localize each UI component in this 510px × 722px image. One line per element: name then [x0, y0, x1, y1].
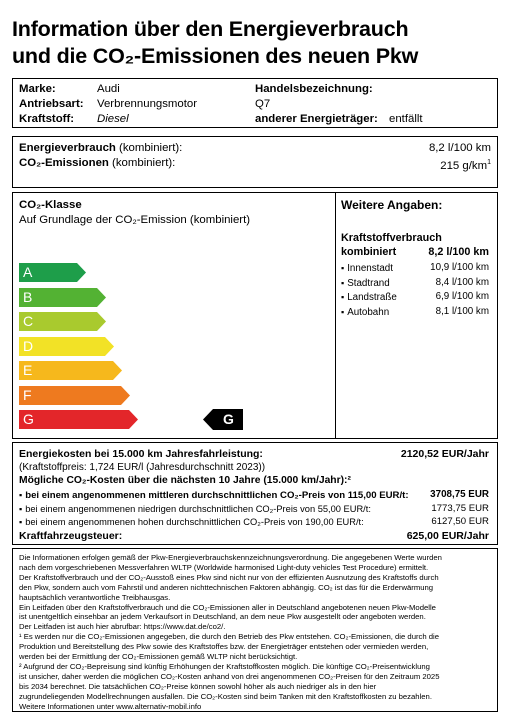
footnote-line: Der Kraftstoffverbrauch und der CO₂-Ausstoß eines Pkw sind nicht nur von der effizienten Ausnutzung des Kraftstoffs durch — [19, 572, 439, 582]
steuer-label: Kraftfahrzeugsteuer: — [19, 530, 123, 542]
co2-cost-label: ▪ bei einem angenommenen mittleren durchschnittlichen CO₂-Preis von 115,00 EUR/t: — [19, 488, 409, 503]
co2-class-letter: G — [23, 411, 34, 427]
co2-value: 215 g/km — [440, 159, 488, 172]
co2-class-letter: E — [23, 362, 33, 378]
kraftstoff-heading: Kraftstoffverbrauch — [341, 232, 442, 244]
footnote-line: bis 2034 berechnet. Die tatsächlichen CO₂-Preise können sowohl höher als auch niedriger als in den hier — [19, 681, 377, 691]
co2-class-subtitle: Auf Grundlage der CO₂-Emission (kombiniert) — [19, 214, 251, 226]
kraftstoff-value: Diesel — [97, 113, 129, 125]
kraftstoffpreis: (Kraftstoffpreis: 1,724 EUR/l (Jahresdurchschnitt 2023)) — [19, 462, 266, 473]
current-class-letter: G — [223, 411, 234, 427]
consumption-detail-label: ▪ Stadtrand — [341, 276, 390, 291]
footnote-line: ² Aufgrund der CO₂-Bepreisung sind künftig Erhöhungen der Kraftstoffkosten möglich. Die künftige CO₂-Preisentwicklung — [19, 661, 430, 671]
footnote-line: ist unsicher, daher werden die möglichen CO₂-Kosten anhand von drei angenommenen CO₂-Preisen für den Zeitraum 2025 — [19, 671, 440, 681]
anderer-value: entfällt — [389, 113, 423, 125]
marke-value: Audi — [97, 83, 120, 95]
co2-class-arrow-e — [19, 361, 123, 380]
weitere-heading: Weitere Angaben: — [341, 198, 443, 212]
co2-class-arrow-f — [19, 386, 131, 405]
steuer-value: 625,00 EUR/Jahr — [406, 530, 489, 542]
kraftstoff-label: Kraftstoff: — [19, 113, 75, 125]
energiekosten-label: Energiekosten bei 15.000 km Jahresfahrleistung: — [19, 448, 263, 460]
co2-suffix: (kombiniert): — [112, 157, 176, 169]
page-title — [12, 16, 502, 70]
co2-class-arrow-b — [19, 288, 107, 307]
co2-class-letter: D — [23, 337, 34, 354]
handel-label: Handelsbezeichnung: — [255, 83, 373, 95]
consumption-detail-label: ▪ Landstraße — [341, 290, 397, 305]
antrieb-label: Antriebsart: — [19, 98, 84, 110]
co2-class-heading: CO₂-Klasse — [19, 199, 82, 211]
consumption-box — [12, 136, 498, 188]
co2-class-letter: F — [23, 386, 32, 403]
co2-class-arrow-g — [19, 410, 139, 429]
footnotes-box — [12, 548, 498, 712]
co2-class-arrow-d — [19, 337, 115, 356]
consumption-detail-value: 10,9 l/100 km — [430, 262, 489, 273]
footnote-line: ist unentgeltlich einsehbar an jedem Verkaufsort in Deutschland, an dem neue Pkw ausgestellt oder angeboten werden. — [19, 612, 426, 622]
energy-suffix: (kombiniert): — [119, 142, 183, 154]
energy-value: 8,2 l/100 km — [428, 142, 491, 154]
footnote-line: Ein Leitfaden über den Kraftstoffverbrauch und die CO₂-Emissionen aller in Deutschland angebotenen neuen Pkw-Modelle — [19, 602, 436, 612]
co2-costs-heading: Mögliche CO₂-Kosten über die nächsten 10 Jahre (15.000 km/Jahr):² — [19, 475, 351, 486]
co2-class-letter: B — [23, 288, 33, 305]
title-line-1: Information über den Energieverbrauch — [12, 17, 409, 41]
energy-consumption-row — [19, 141, 182, 155]
co2-footnote-ref: 1 — [487, 159, 491, 166]
handel-value: Q7 — [255, 98, 271, 110]
co2-label: CO₂-Emissionen — [19, 157, 109, 169]
footnote-line: hauptsächlich verantwortliche Treibhausgas. — [19, 592, 171, 602]
vertical-divider — [335, 193, 336, 438]
co2-class-arrow-c — [19, 312, 107, 331]
co2-class-box — [12, 192, 498, 439]
co2-cost-label: ▪ bei einem angenommenen niedrigen durchschnittlichen CO₂-Preis von 55,00 EUR/t: — [19, 502, 371, 516]
kombiniert-value: 8,2 l/100 km — [428, 246, 489, 258]
current-class-marker — [203, 409, 243, 435]
costs-box — [12, 442, 498, 545]
co2-cost-value: 6127,50 EUR — [431, 516, 489, 527]
consumption-detail-value: 6,9 l/100 km — [435, 291, 489, 302]
consumption-detail-label: ▪ Autobahn — [341, 305, 389, 320]
consumption-detail-value: 8,4 l/100 km — [435, 276, 489, 288]
consumption-detail-value: 8,1 l/100 km — [435, 305, 489, 317]
co2-cost-value: 3708,75 EUR — [430, 489, 489, 500]
co2-class-arrow-a — [19, 263, 87, 282]
footnote-line: zugrundeliegenden Modellrechnungen ausfallen. Die CO₂-Kosten sind beim Tanken mit den Kraftstoffkosten zu bezahlen. — [19, 691, 432, 701]
anderer-label: anderer Energieträger: — [255, 113, 378, 125]
footnote-line: Der Leitfaden ist auch hier abrufbar: https://www.dat.de/co2/. — [19, 622, 226, 632]
co2-emission-row — [19, 156, 175, 170]
co2-class-letter: A — [23, 264, 33, 280]
energy-label: Energieverbrauch — [19, 142, 116, 154]
co2-value-wrap — [440, 156, 491, 173]
footnote-line: Weitere Informationen unter www.alternativ-mobil.info — [19, 701, 202, 711]
footnote-line: den Pkw, sondern auch vom Fahrstil und anderen nichttechnischen Faktoren abhängig. CO₂ ist das für die Erderwärmung — [19, 582, 434, 592]
antrieb-value: Verbrennungsmotor — [97, 98, 198, 110]
marke-label: Marke: — [19, 83, 56, 95]
footnote-line: Produktion und Bereitstellung des Pkw sowie des Kraftstoffes bzw. der Energieträger entstehen oder vermieden werden, — [19, 642, 429, 652]
footnote-line: nach dem vorgeschriebenen Messverfahren WLTP (Worldwide harmonised Light-duty vehicles Test Procedure) ermittelt. — [19, 562, 429, 572]
footnote-line: werden bei der Ermittlung der CO₂-Emissionen gemäß WLTP nicht berücksichtigt. — [19, 652, 298, 661]
kombiniert-label: kombiniert — [341, 246, 397, 258]
consumption-detail-label: ▪ Innenstadt — [341, 261, 393, 276]
energiekosten-value: 2120,52 EUR/Jahr — [400, 448, 489, 460]
footnote-line: ¹ Es werden nur die CO₂-Emissionen angegeben, die durch den Betrieb des Pkw entstehen. CO₂-Emissionen, die durch die — [19, 632, 440, 642]
title-line-2: und die CO₂-Emissionen des neuen Pkw — [12, 44, 419, 68]
vehicle-info-box — [12, 78, 498, 128]
co2-cost-label: ▪ bei einem angenommenen hohen durchschnittlichen CO₂-Preis von 190,00 EUR/t: — [19, 515, 364, 529]
co2-class-letter: C — [23, 313, 34, 329]
co2-cost-value: 1773,75 EUR — [431, 502, 489, 514]
footnote-line: Die Informationen erfolgen gemäß der Pkw-Energieverbrauchskennzeichnungsverordnung. Die angegebenen Werte wurden — [19, 553, 442, 562]
